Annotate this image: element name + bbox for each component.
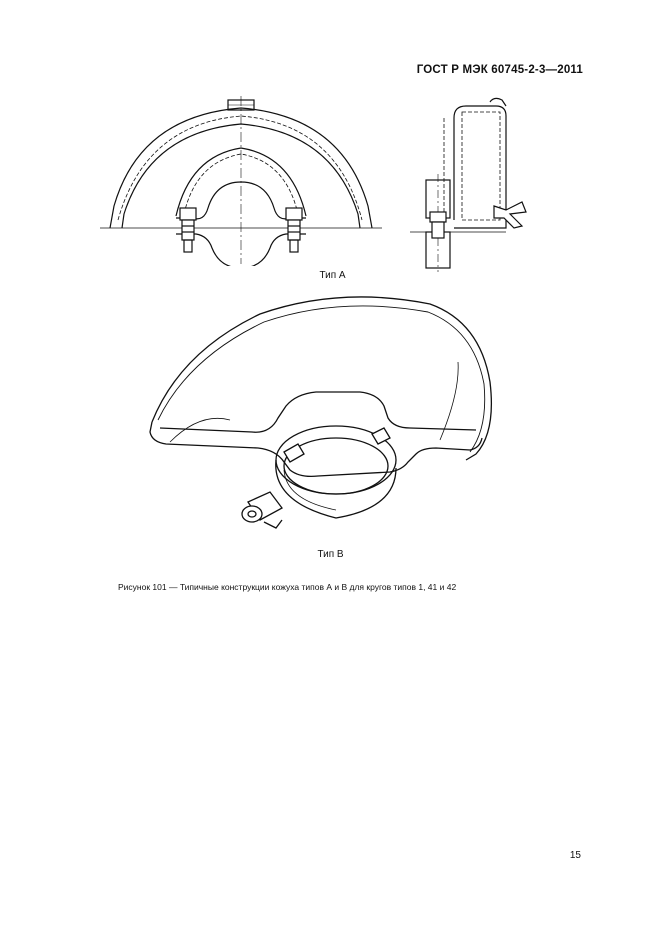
- type-a-label: Тип А: [319, 270, 346, 281]
- document-header: ГОСТ Р МЭК 60745-2-3—2011: [416, 64, 583, 76]
- type-b-isometric-view: [140, 292, 510, 548]
- type-a-front-view: [100, 96, 382, 266]
- page-number: 15: [569, 850, 581, 861]
- type-b-label: Тип В: [317, 549, 344, 560]
- figure-caption: Рисунок 101 — Типичные конструкции кожуха типов А и В для кругов типов 1, 41 и 42: [118, 582, 457, 592]
- type-a-side-view: [410, 94, 540, 274]
